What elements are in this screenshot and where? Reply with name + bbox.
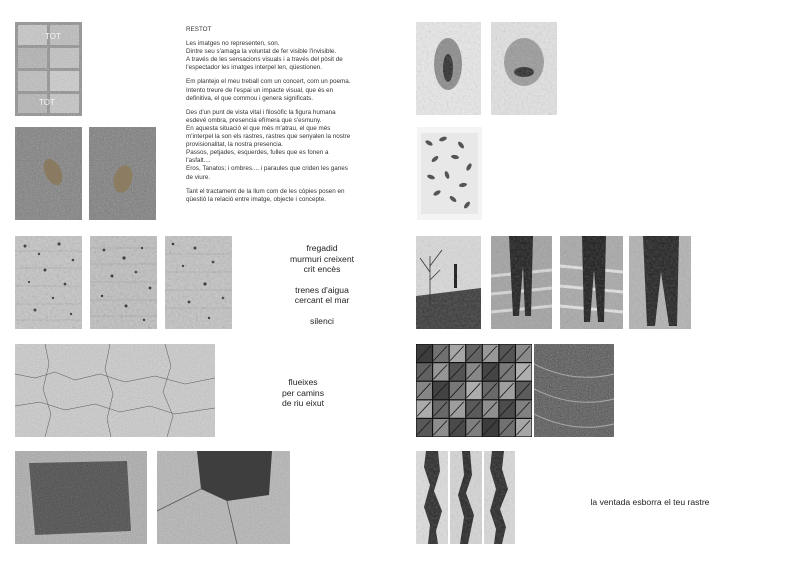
essay-line: l'asfalt.... xyxy=(186,157,211,165)
poem-line: fregadid xyxy=(306,243,338,253)
shadow-legs-photo-1 xyxy=(491,236,552,329)
essay-title: RESTOT xyxy=(186,26,212,33)
asphalt-leaf-photo-1 xyxy=(15,127,82,220)
essay-line: Intento treure de l'espai un impacte visual, que és en xyxy=(186,86,334,94)
poem-third xyxy=(580,497,720,508)
essay-line: Eros, Tanatos; i ombres.... i paraules que criden les ganes xyxy=(186,165,348,173)
asphalt-patch-photo-2 xyxy=(157,451,290,544)
poem-second xyxy=(258,377,348,409)
poem-line: de riu eixut xyxy=(281,398,325,409)
scattered-leaves-photo-2 xyxy=(90,236,157,329)
asphalt-leaf-photo-2 xyxy=(89,127,156,220)
shadow-legs-photo-3 xyxy=(629,236,691,329)
essay-line: Les imatges no representen, son. xyxy=(186,40,280,48)
essay-line: esdevé ombra, presencia efímera que s'esmuny. xyxy=(186,116,322,124)
scattered-leaves-photo-3 xyxy=(165,236,232,329)
essay xyxy=(186,26,411,210)
poem-line: cercant el mar xyxy=(294,295,350,306)
essay-line: m'interpel la son els rastres, rastres que senyalen la nostre xyxy=(186,133,351,141)
poem-first xyxy=(262,243,382,327)
figure-study-photo-1 xyxy=(416,22,481,115)
essay-line: Passos, petjades, esquerdes, fulles que es fonen a xyxy=(186,149,329,157)
texture-large-photo xyxy=(534,344,614,437)
cracked-ground-photo xyxy=(15,344,215,437)
shadow-legs-photo-2 xyxy=(560,236,623,329)
bark-strip-photo-2 xyxy=(450,451,482,544)
essay-line: definitiva, el que commou i genera significats. xyxy=(186,94,314,102)
essay-line: Tant el tractament de la llum com de les còpies posen en xyxy=(186,187,345,195)
essay-line: qüestió la relació entre imatge, objecte i concepte. xyxy=(186,195,327,203)
contact-sheet-photo xyxy=(15,22,82,116)
poem-line: silenci xyxy=(310,315,334,326)
essay-line: de viure. xyxy=(186,173,211,181)
figure-study-photo-2 xyxy=(491,22,557,115)
leaves-collage-photo xyxy=(417,127,482,220)
essay-paragraph-4 xyxy=(186,188,411,204)
essay-line: l'espectador les imatges interpel len, qüestionen. xyxy=(186,64,322,72)
bark-strip-photo-3 xyxy=(484,451,515,544)
contact-sheet-label-bottom: TOT xyxy=(39,98,55,107)
essay-paragraph-3 xyxy=(186,109,411,182)
essay-line: provisionalitat, la nostra presencia. xyxy=(186,141,283,149)
poem-line: murmuri creixent xyxy=(290,253,354,264)
scattered-leaves-photo-1 xyxy=(15,236,82,329)
poem-line: trenes d'aigua xyxy=(295,284,349,295)
essay-line: En aquesta situació el que més m'atrau, el que més xyxy=(186,124,331,132)
essay-line: Dintre seu s'amaga la voluntat de fer visible l'invisible. xyxy=(186,48,337,56)
contact-sheet-label-top: TOT xyxy=(45,32,61,41)
essay-line: A través de les sensacions visuals i a través del pòsit de xyxy=(186,56,343,64)
poem-line: la ventada esborra el teu rastre xyxy=(590,497,710,507)
texture-grid-photo xyxy=(416,344,532,437)
essay-paragraph-2 xyxy=(186,78,411,102)
poem-line: crit encès xyxy=(303,264,341,275)
silhouette-tree-photo xyxy=(416,236,481,329)
essay-paragraph-1 xyxy=(186,40,411,72)
essay-line: Em plantejo el meu treball com un concert, com un poema. xyxy=(186,78,351,86)
poem-line: per camins xyxy=(281,387,325,398)
asphalt-patch-photo-1 xyxy=(15,451,147,544)
poem-line: flueixes xyxy=(288,377,318,387)
essay-line: Des d'un punt de vista vital i filosòfic la figura humana xyxy=(186,108,336,116)
bark-strip-photo-1 xyxy=(416,451,448,544)
